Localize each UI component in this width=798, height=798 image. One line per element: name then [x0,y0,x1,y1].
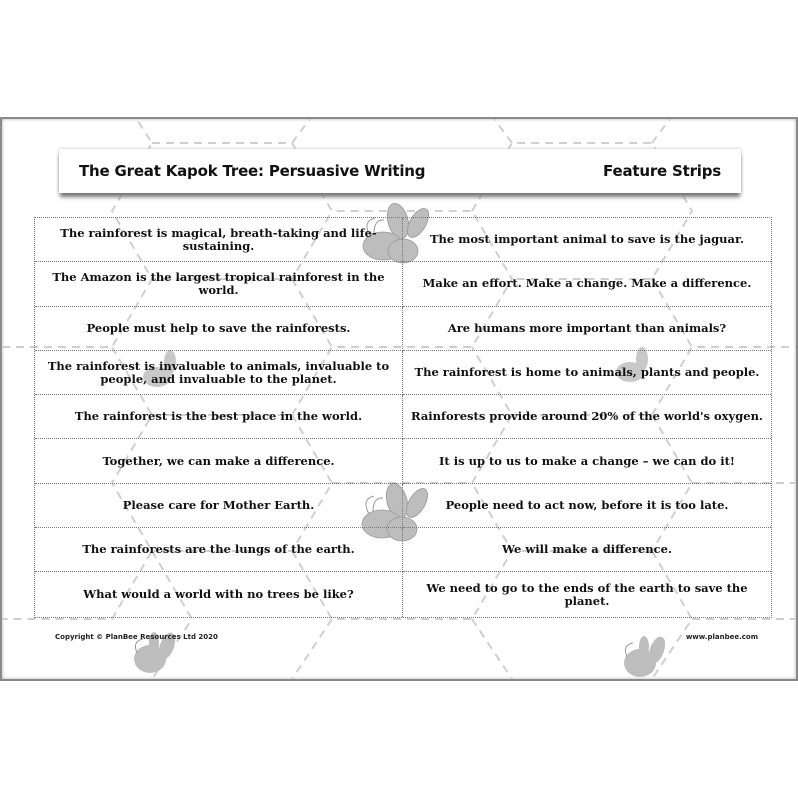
feature-strip: The most important animal to save is the jaguar. [403,218,771,262]
feature-strip: The rainforests are the lungs of the earth. [35,528,403,572]
feature-strip: People must help to save the rainforests. [35,307,403,351]
feature-strip: The Amazon is the largest tropical rainforest in the world. [35,262,403,306]
feature-strip: Rainforests provide around 20% of the world's oxygen. [403,395,771,439]
feature-strips-grid [34,217,772,618]
page-title: The Great Kapok Tree: Persuasive Writing [79,162,426,180]
feature-strip: Make an effort. Make a change. Make a difference. [403,262,771,306]
website-text: www.planbee.com [685,633,758,641]
feature-strip: We need to go to the ends of the earth to save the planet. [426,580,748,608]
header-banner [59,149,741,193]
feature-strip: The rainforest is the best place in the world. [35,395,403,439]
feature-strip: Please care for Mother Earth. [35,484,403,528]
feature-strip: What would a world with no trees be like? [35,572,403,616]
feature-strip: We will make a difference. [403,528,771,572]
worksheet [0,117,798,681]
feature-strip: The rainforest is home to animals, plants and people. [403,351,771,395]
feature-strip: It is up to us to make a change – we can do it! [403,439,771,483]
feature-strip: Are humans more important than animals? [403,307,771,351]
feature-strip: The rainforest is invaluable to animals, invaluable to people, and invaluable to the planet. [35,351,403,395]
feature-strip: The rainforest is magical, breath-taking and life-sustaining. [35,218,403,262]
bee-icon [612,635,672,685]
copyright-text: Copyright © PlanBee Resources Ltd 2020 [55,633,218,641]
feature-strip: Together, we can make a difference. [35,439,403,483]
feature-strip: People need to act now, before it is too late. [403,484,771,528]
page-subtitle: Feature Strips [603,162,721,180]
